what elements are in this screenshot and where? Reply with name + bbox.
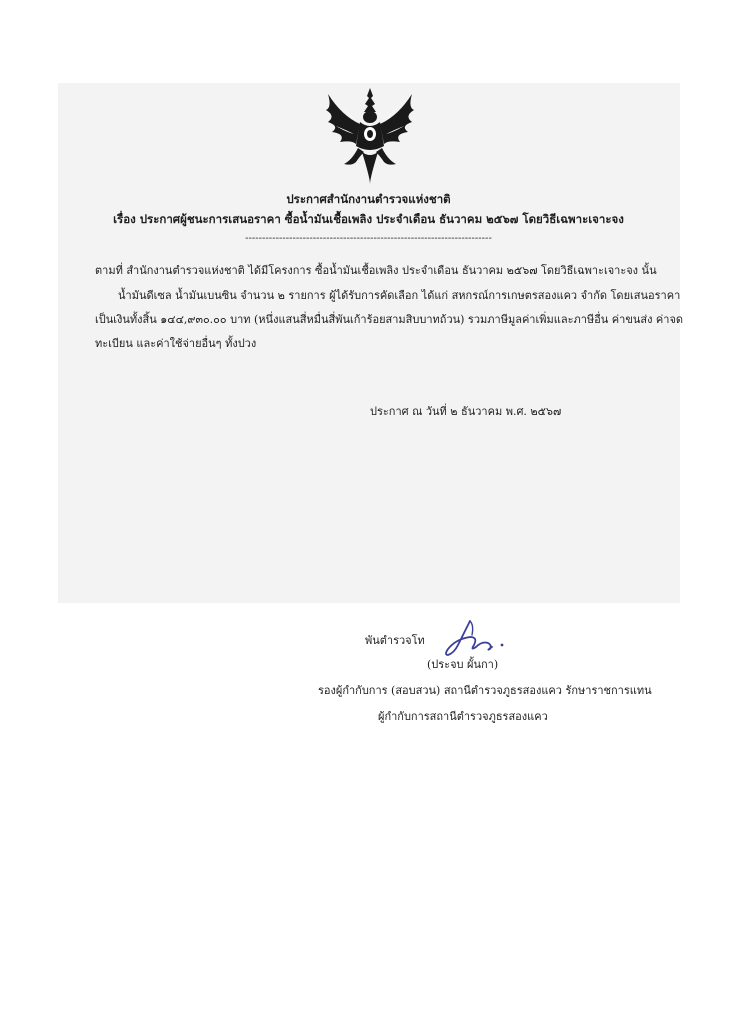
body-line-3: เป็นเงินทั้งสิ้น ๑๔๔,๙๓๐.๐๐ บาท (หนึ่งแสนสี่หมื่นสี่พันเก้าร้อยสามสิบบาทถ้วน) รวมภาษีมูลค่าเพิ่มและภาษีอื่น ค่าขนส่ง ค่าจด xyxy=(95,313,684,326)
divider-line: ------------------------------------------------------------------------- xyxy=(245,233,492,244)
signatory-position-1: รองผู้กำกับการ (สอบสวน) สถานีตำรวจภูธรสองแคว รักษาราชการแทน xyxy=(318,684,652,697)
handwritten-signature-icon xyxy=(440,617,510,659)
garuda-emblem-icon xyxy=(322,86,418,186)
announcement-subject: เรื่อง ประกาศผู้ชนะการเสนอราคา ซื้อน้ำมันเชื้อเพลิง ประจำเดือน ธันวาคม ๒๕๖๗ โดยวิธีเฉพาะเจาะจง xyxy=(113,212,624,226)
body-line-2: น้ำมันดีเซล น้ำมันเบนซิน จำนวน ๒ รายการ ผู้ได้รับการคัดเลือก ได้แก่ สหกรณ์การเกษตรสองแคว จำกัด โดยเสนอราคา xyxy=(118,289,681,302)
signatory-position-2: ผู้กำกับการสถานีตำรวจภูธรสองแคว xyxy=(378,710,548,723)
announcement-agency-title: ประกาศสำนักงานตำรวจแห่งชาติ xyxy=(286,192,451,206)
signatory-name: (ประจบ ผั้นกา) xyxy=(427,658,499,671)
announcement-date: ประกาศ ณ วันที่ ๒ ธันวาคม พ.ศ. ๒๕๖๗ xyxy=(370,405,562,418)
signatory-rank: พันตำรวจโท xyxy=(365,634,425,647)
body-line-4: ทะเบียน และค่าใช้จ่ายอื่นๆ ทั้งปวง xyxy=(95,337,257,350)
body-line-1: ตามที่ สำนักงานตำรวจแห่งชาติ ได้มีโครงการ ซื้อน้ำมันเชื้อเพลิง ประจำเดือน ธันวาคม ๒๕๖๗ โดยวิธีเฉพาะเจาะจง นั้น xyxy=(95,264,657,277)
